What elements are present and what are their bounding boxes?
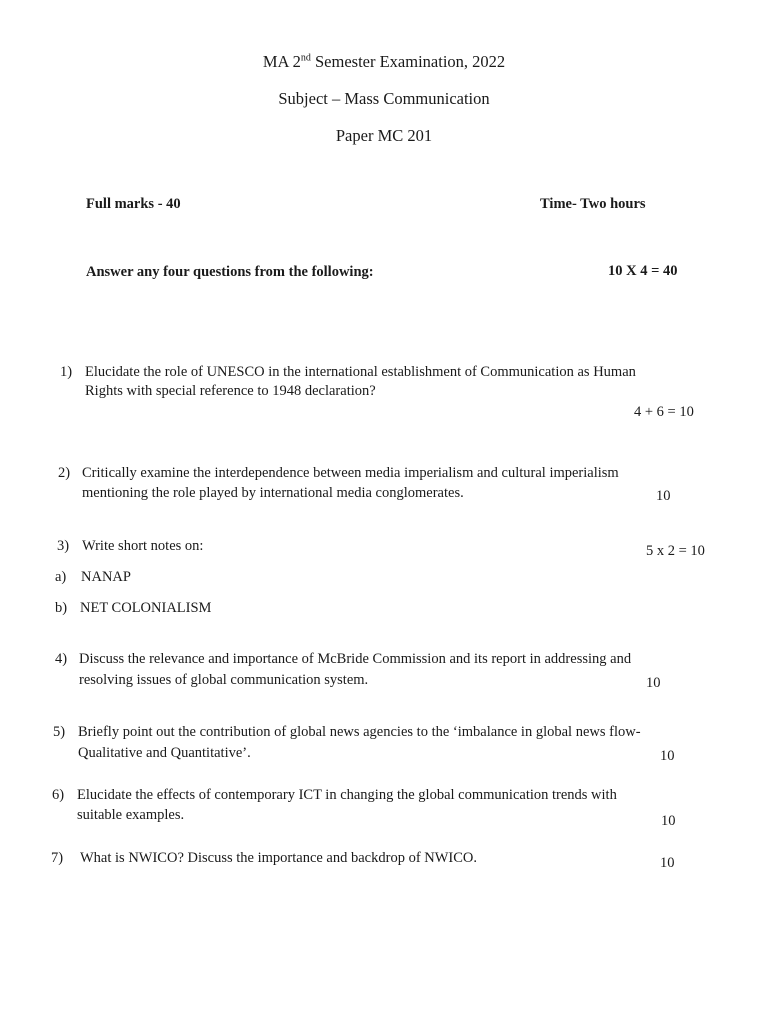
question-number: 3) bbox=[57, 538, 70, 554]
question-text: mentioning the role played by international media conglomerates. bbox=[82, 485, 464, 501]
instruction: Answer any four questions from the following: bbox=[86, 264, 374, 280]
question-marks: 10 bbox=[661, 813, 676, 829]
question-number: 5) bbox=[53, 724, 66, 740]
question-marks: 10 bbox=[660, 748, 675, 764]
question-text: Write short notes on: bbox=[82, 538, 204, 554]
subitem-label: a) bbox=[55, 569, 67, 585]
question-text: Elucidate the effects of contemporary ICT in changing the global communication trends with bbox=[77, 787, 617, 803]
exam-title-sup: nd bbox=[300, 52, 311, 64]
question-text: Elucidate the role of UNESCO in the international establishment of Communication as Human bbox=[85, 364, 636, 380]
question-number: 7) bbox=[51, 850, 64, 866]
paper-code: Paper MC 201 bbox=[335, 126, 433, 145]
question-number: 6) bbox=[52, 787, 65, 803]
full-marks: Full marks - 40 bbox=[86, 196, 181, 212]
question-number: 2) bbox=[58, 465, 71, 481]
question-text: resolving issues of global communication system. bbox=[79, 672, 369, 688]
question-marks: 10 bbox=[646, 675, 661, 691]
subject-line: Subject – Mass Communication bbox=[278, 89, 490, 108]
exam-title bbox=[0, 52, 768, 72]
question-text: What is NWICO? Discuss the importance and backdrop of NWICO. bbox=[80, 850, 478, 866]
exam-title-suffix: Semester Examination, 2022 bbox=[310, 52, 506, 71]
question-text: Briefly point out the contribution of global news agencies to the ‘imbalance in global news flow- bbox=[78, 724, 641, 740]
question-marks: 4 + 6 = 10 bbox=[634, 404, 694, 420]
question-number: 4) bbox=[55, 651, 68, 667]
subitem-text: NET COLONIALISM bbox=[80, 600, 212, 616]
question-text: Critically examine the interdependence between media imperialism and cultural imperialism bbox=[82, 465, 619, 481]
time-allowed: Time- Two hours bbox=[540, 196, 646, 212]
question-marks: 5 x 2 = 10 bbox=[646, 543, 705, 559]
question-text: Qualitative and Quantitative’. bbox=[78, 745, 251, 761]
question-text: suitable examples. bbox=[77, 807, 185, 823]
question-text: Rights with special reference to 1948 declaration? bbox=[85, 383, 376, 399]
question-number: 1) bbox=[60, 364, 73, 380]
question-marks: 10 bbox=[660, 855, 675, 871]
subitem-text: NANAP bbox=[81, 569, 131, 585]
question-text: Discuss the relevance and importance of McBride Commission and its report in addressing and bbox=[79, 651, 632, 667]
total-marks: 10 X 4 = 40 bbox=[608, 263, 678, 279]
exam-title-prefix: MA 2 bbox=[262, 52, 301, 71]
question-marks: 10 bbox=[656, 488, 671, 504]
subitem-label: b) bbox=[55, 600, 68, 616]
